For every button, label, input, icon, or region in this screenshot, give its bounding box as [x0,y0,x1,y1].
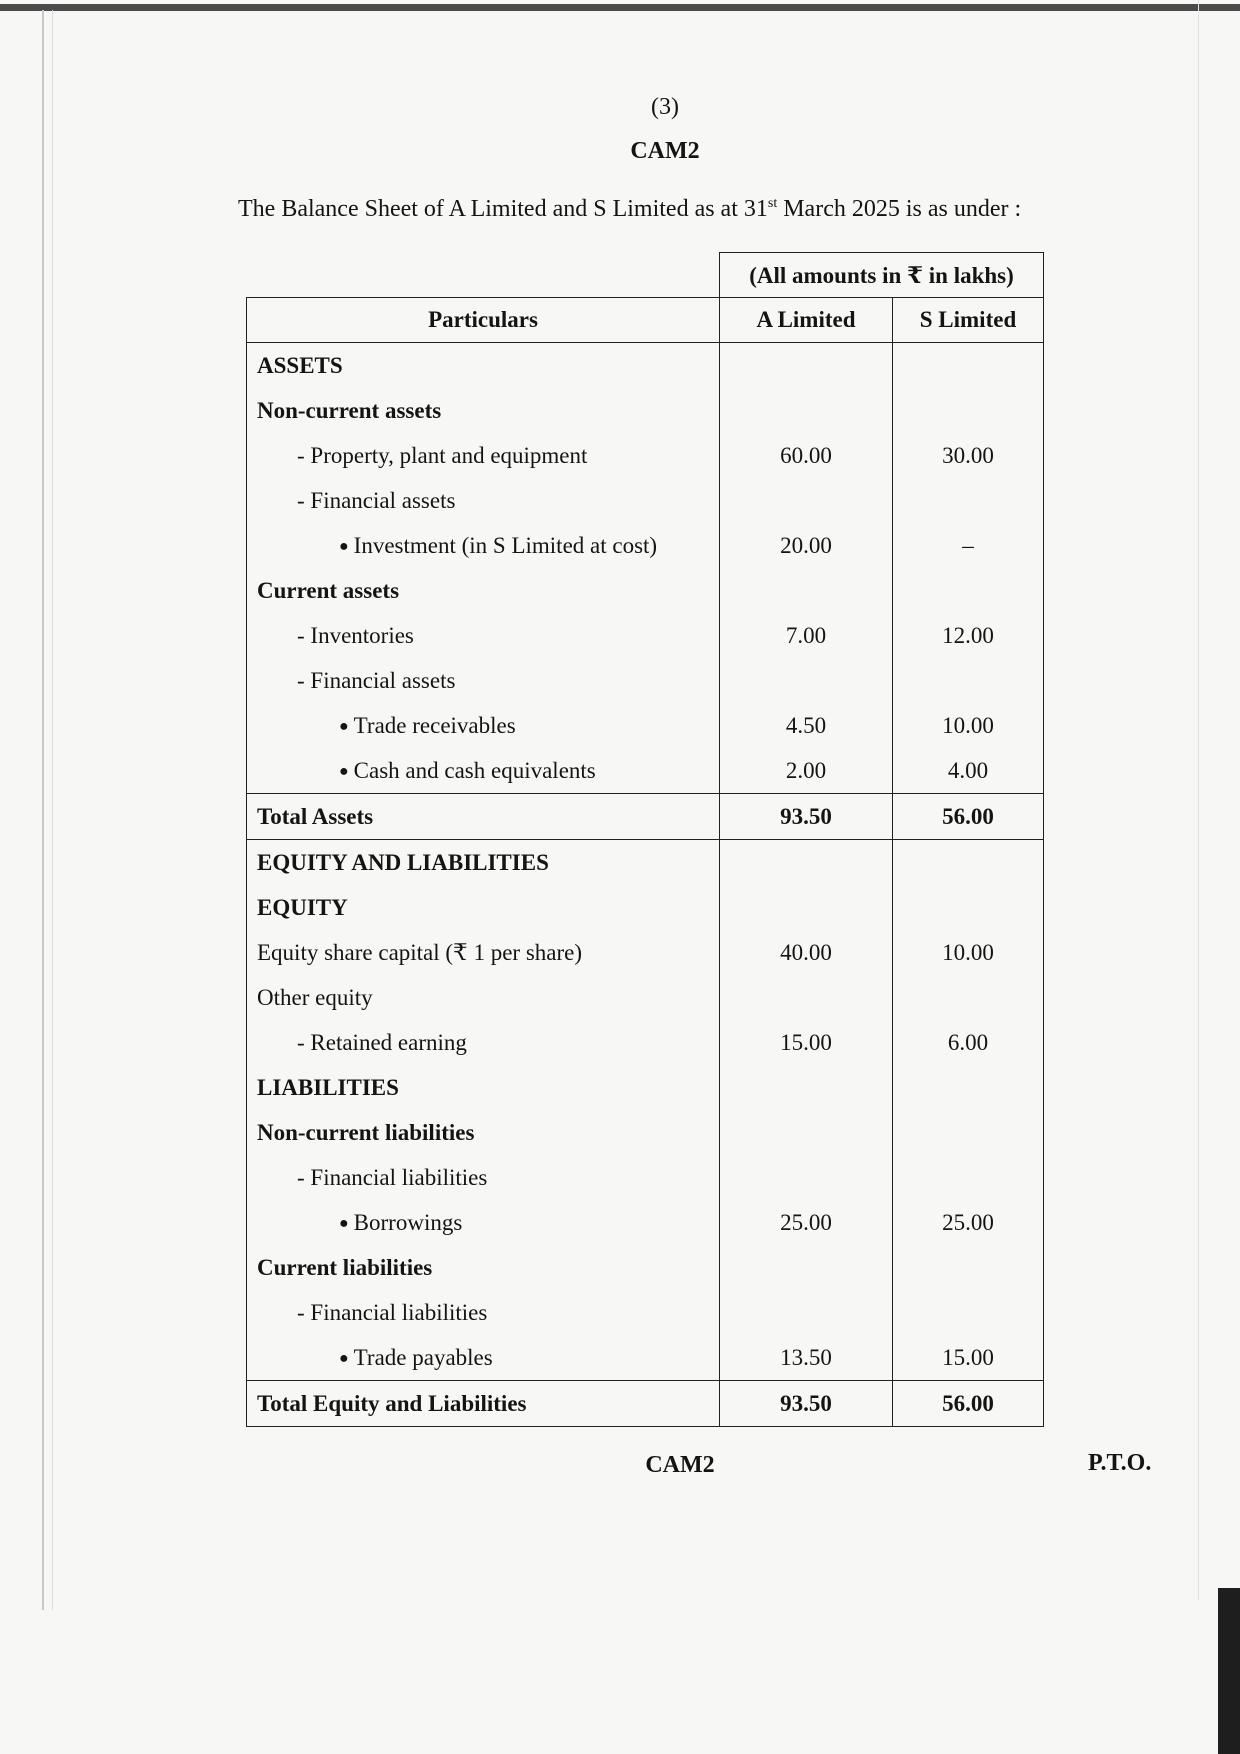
scan-edge-left-inner [52,10,53,1610]
header-row [247,298,1044,343]
a-limited-value [720,388,893,433]
a-limited-value: 40.00 [720,930,893,975]
table-row [247,1290,1044,1335]
a-limited-value: 25.00 [720,1200,893,1245]
row-label [247,748,720,794]
a-limited-value: 7.00 [720,613,893,658]
s-limited-value [893,658,1044,703]
row-label-text: Current liabilities [257,1254,433,1280]
table-row [247,1110,1044,1155]
s-limited-value [893,840,1044,886]
table-row [247,1020,1044,1065]
row-label [247,343,720,389]
scan-shadow-corner [1218,1588,1240,1754]
a-limited-value: 60.00 [720,433,893,478]
a-limited-value [720,840,893,886]
row-label-text: Borrowings [353,1209,463,1235]
table-row [247,478,1044,523]
a-limited-value: 93.50 [720,1381,893,1427]
s-limited-value [893,343,1044,389]
page-number: (3) [651,94,679,120]
table-row [247,885,1044,930]
row-label [247,613,720,658]
a-limited-value: 20.00 [720,523,893,568]
row-label [247,1335,720,1381]
row-label-text: - Financial assets [297,667,456,693]
a-limited-value [720,568,893,613]
row-label-text: Trade receivables [353,712,516,738]
table-row [247,1200,1044,1245]
s-limited-value: 30.00 [893,433,1044,478]
s-limited-value [893,1110,1044,1155]
row-label-text: EQUITY AND LIABILITIES [257,849,549,875]
table-row [247,840,1044,886]
s-limited-value: 56.00 [893,1381,1044,1427]
table-row [247,613,1044,658]
pto-label: P.T.O. [1088,1450,1152,1476]
row-label [247,1155,720,1200]
s-limited-value: 12.00 [893,613,1044,658]
table-row [247,433,1044,478]
intro-paragraph [238,186,1126,227]
scan-edge-top [0,4,1240,11]
table-row [247,1245,1044,1290]
row-label-text: - Financial liabilities [297,1299,488,1325]
header-particulars: Particulars [247,298,720,343]
a-limited-value [720,885,893,930]
row-label-text: Other equity [257,984,373,1010]
bullet-icon: ● [339,1214,349,1232]
a-limited-value: 93.50 [720,794,893,840]
a-limited-value [720,1155,893,1200]
paper-code-header: CAM2 [630,138,700,164]
a-limited-value [720,1290,893,1335]
row-label-text: Non-current assets [257,397,442,423]
s-limited-value: – [893,523,1044,568]
a-limited-value [720,658,893,703]
table-row [247,1155,1044,1200]
row-label-text: EQUITY [257,894,348,920]
row-label-text: Investment (in S Limited at cost) [353,532,658,558]
a-limited-value: 2.00 [720,748,893,794]
s-limited-value [893,568,1044,613]
unit-blank-cell [247,253,720,298]
row-label [247,703,720,748]
row-label [247,1065,720,1110]
table-row [247,523,1044,568]
table-row [247,1335,1044,1381]
s-limited-value [893,1245,1044,1290]
table-row [247,658,1044,703]
row-label-text: Trade payables [353,1344,493,1370]
row-label-text: - Inventories [297,622,414,648]
row-label [247,1020,720,1065]
s-limited-value: 10.00 [893,930,1044,975]
header-s-limited: S Limited [893,298,1044,343]
a-limited-value [720,343,893,389]
s-limited-value [893,885,1044,930]
row-label [247,885,720,930]
row-label [247,1245,720,1290]
row-label-text: - Property, plant and equipment [297,442,588,468]
row-label-text: LIABILITIES [257,1074,399,1100]
bullet-icon: ● [339,1349,349,1367]
s-limited-value: 10.00 [893,703,1044,748]
a-limited-value: 13.50 [720,1335,893,1381]
intro-text-after: March 2025 is as under : [777,196,1022,222]
a-limited-value [720,975,893,1020]
row-label-text: Total Equity and Liabilities [257,1390,527,1416]
s-limited-value [893,1065,1044,1110]
bullet-icon: ● [339,762,349,780]
row-label-text: - Financial assets [297,487,456,513]
s-limited-value [893,388,1044,433]
table-row [247,703,1044,748]
row-label [247,1290,720,1335]
a-limited-value [720,1245,893,1290]
table-row [247,975,1044,1020]
a-limited-value [720,478,893,523]
row-label [247,930,720,975]
row-label [247,523,720,568]
row-label [247,975,720,1020]
row-label-text: Equity share capital (₹ 1 per share) [257,939,582,965]
row-label-text: Current assets [257,577,400,603]
row-label [247,478,720,523]
total-row [247,1381,1044,1427]
table-row [247,388,1044,433]
table-row [247,343,1044,389]
row-label-text: - Financial liabilities [297,1164,488,1190]
row-label [247,840,720,886]
a-limited-value: 15.00 [720,1020,893,1065]
row-label-text: Cash and cash equivalents [353,757,596,783]
scan-edge-right [1198,0,1199,1600]
unit-note: (All amounts in ₹ in lakhs) [720,253,1044,298]
row-label-text: Total Assets [257,803,374,829]
s-limited-value: 6.00 [893,1020,1044,1065]
unit-note-row [247,253,1044,298]
row-label [247,794,720,840]
s-limited-value: 4.00 [893,748,1044,794]
row-label [247,1200,720,1245]
row-label [247,658,720,703]
total-row [247,794,1044,840]
intro-superscript: st [767,196,778,211]
bullet-icon: ● [339,717,349,735]
row-label-text: ASSETS [257,352,343,378]
a-limited-value [720,1110,893,1155]
a-limited-value [720,1065,893,1110]
table-row [247,568,1044,613]
s-limited-value [893,1155,1044,1200]
row-label [247,1110,720,1155]
s-limited-value: 25.00 [893,1200,1044,1245]
row-label [247,433,720,478]
table-row [247,930,1044,975]
header-a-limited: A Limited [720,298,893,343]
row-label-text: Non-current liabilities [257,1119,475,1145]
s-limited-value: 15.00 [893,1335,1044,1381]
row-label [247,1381,720,1427]
row-label [247,568,720,613]
paper-code-footer: CAM2 [645,1452,715,1478]
scan-edge-left [42,10,44,1610]
s-limited-value [893,478,1044,523]
s-limited-value: 56.00 [893,794,1044,840]
row-label [247,388,720,433]
row-label-text: - Retained earning [297,1029,467,1055]
balance-sheet-table [246,252,1044,1427]
s-limited-value [893,975,1044,1020]
s-limited-value [893,1290,1044,1335]
a-limited-value: 4.50 [720,703,893,748]
bullet-icon: ● [339,537,349,555]
table-row [247,748,1044,794]
intro-text-before: The Balance Sheet of A Limited and S Limited as at 31 [238,196,768,222]
table-row [247,1065,1044,1110]
